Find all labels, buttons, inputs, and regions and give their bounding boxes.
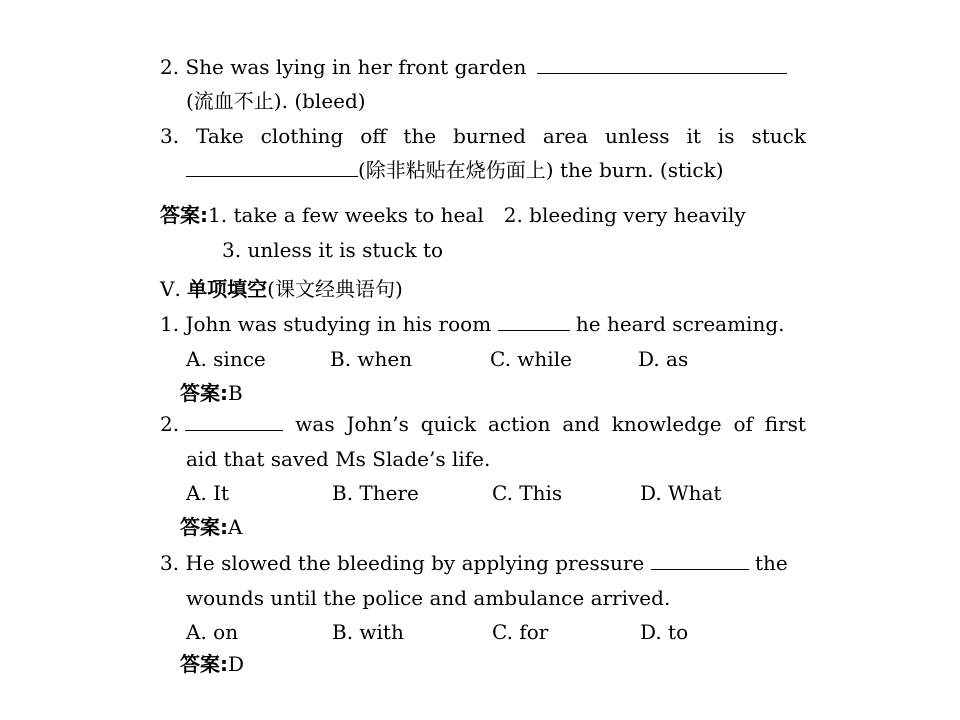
question-iv-2-hint: (流血不止). (bleed): [186, 89, 366, 113]
question-number: 3.: [160, 124, 180, 148]
answer-iv-line2: 3. unless it is stuck to: [222, 238, 444, 262]
option-c[interactable]: C. for: [492, 620, 549, 644]
question-iv-2: [160, 54, 787, 80]
answer-blank[interactable]: [185, 412, 283, 431]
word: unless: [605, 124, 670, 148]
word: it: [686, 124, 701, 148]
question-text: John was studying in his room: [185, 312, 492, 336]
option-d[interactable]: D. What: [640, 481, 722, 505]
question-3-cont: wounds until the police and ambulance arrived.: [186, 586, 671, 610]
option-a[interactable]: A. on: [186, 620, 239, 644]
option-c[interactable]: C. This: [492, 481, 563, 505]
section-subtitle: (课文经典语句): [267, 277, 403, 301]
word: stuck: [751, 124, 806, 148]
option-a[interactable]: A. It: [186, 481, 230, 505]
section-heading: [160, 276, 403, 302]
answer-label: 答案:: [180, 652, 228, 676]
answer-value: D: [228, 652, 245, 676]
answer-blank[interactable]: [651, 551, 749, 570]
question-2: [160, 411, 806, 437]
option-c[interactable]: C. while: [490, 347, 572, 371]
word: and: [562, 412, 600, 436]
option-b[interactable]: B. There: [332, 481, 419, 505]
option-b[interactable]: B. with: [332, 620, 404, 644]
question-1: [160, 311, 785, 337]
question-number: 2.: [160, 55, 180, 79]
option-d[interactable]: D. as: [638, 347, 689, 371]
answer-label: 答案:: [160, 203, 208, 227]
question-text: She was lying in her front garden: [185, 55, 527, 79]
answer-value: A: [228, 515, 243, 539]
answer-value: B: [228, 381, 243, 405]
option-b[interactable]: B. when: [330, 347, 413, 371]
word: off: [360, 124, 387, 148]
answer-text: 1. take a few weeks to heal 2. bleeding very heavily: [208, 203, 746, 227]
question-number: 2.: [160, 412, 180, 436]
question-number: 1.: [160, 312, 180, 336]
word: John’s: [346, 412, 409, 436]
word: the: [403, 124, 437, 148]
answer-label: 答案:: [180, 515, 228, 539]
section-number: Ⅴ.: [160, 277, 181, 301]
word: first: [764, 412, 806, 436]
answer-blank[interactable]: [186, 158, 358, 177]
word: is: [717, 124, 735, 148]
word: Take: [196, 124, 244, 148]
question-3: [160, 550, 788, 576]
answer-blank[interactable]: [498, 312, 570, 331]
word: burned: [453, 124, 526, 148]
option-d[interactable]: D. to: [640, 620, 689, 644]
word: of: [733, 412, 753, 436]
answer-3: [180, 651, 244, 677]
section-title: 单项填空: [187, 277, 268, 301]
answer-1: [180, 380, 243, 406]
word: knowledge: [611, 412, 722, 436]
answer-blank[interactable]: [537, 55, 787, 74]
option-a[interactable]: A. since: [186, 347, 266, 371]
answer-2: [180, 514, 242, 540]
word: quick: [420, 412, 477, 436]
question-text: the: [754, 551, 788, 575]
word: action: [488, 412, 551, 436]
question-number: 3.: [160, 551, 180, 575]
question-lead: [160, 411, 283, 437]
question-2-cont: aid that saved Ms Slade’s life.: [186, 447, 491, 471]
question-text: He slowed the bleeding by applying pressure: [185, 551, 645, 575]
answer-label: 答案:: [180, 381, 228, 405]
hint: (除非粘贴在烧伤面上): [358, 158, 554, 182]
question-iv-3-cont: [186, 157, 724, 183]
question-text: he heard screaming.: [575, 312, 785, 336]
word: clothing: [260, 124, 344, 148]
word: was: [295, 412, 335, 436]
question-iv-3: [160, 123, 806, 149]
answer-iv: [160, 202, 746, 228]
question-text: the burn. (stick): [559, 158, 724, 182]
word: area: [542, 124, 589, 148]
